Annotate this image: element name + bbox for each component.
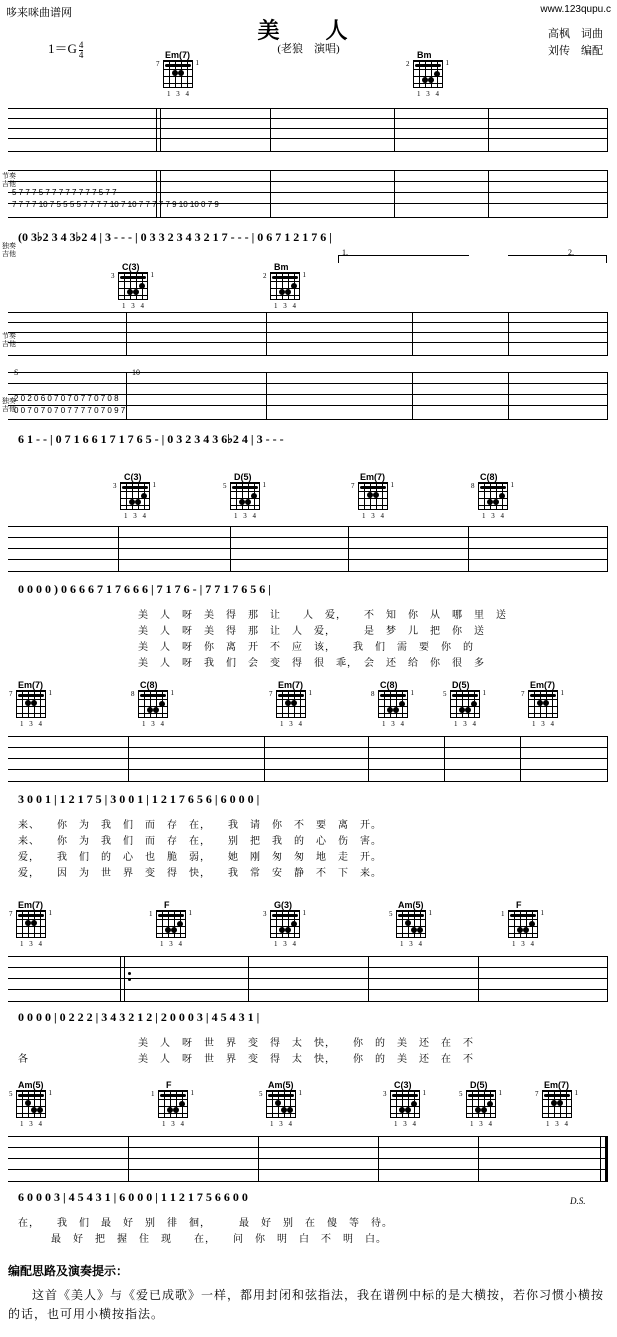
chord-name: D(5)	[234, 472, 252, 482]
chord-diagram-em7-c: Em(7) 7 1 1 3 4	[9, 680, 52, 728]
fret-number: 8	[371, 690, 375, 698]
fret-number: 7	[269, 690, 273, 698]
chord-diagram-am5-b: Am(5) 5 1 1 3 4	[9, 1080, 52, 1128]
key-signature	[48, 38, 83, 60]
lyric-line-4: 美 人 呀 我 们 会 变 得 很 乖， 会 还 给 你 很 多	[138, 658, 485, 669]
chord-name: Em(7)	[18, 680, 44, 690]
chord-name: Bm	[274, 262, 289, 272]
label-rhythm-guitar-2: 节奏吉他	[2, 332, 16, 348]
lyric-line-5: 来、 你 为 我 们 而 存 在， 我 请 你 不 要 离 开。	[18, 820, 382, 831]
chord-diagram-em7-f: Em(7) 7 1 1 3 4	[9, 900, 52, 948]
fret-number: 1	[501, 910, 505, 918]
lyric-line-9: 美 人 呀 世 界 变 得 太 快， 你 的 美 还 在 不	[138, 1038, 474, 1049]
lyric-line-12: 最 好 把 握 住 现 在， 问 你 明 白 不 明 白。	[18, 1234, 387, 1245]
fret-number: 5	[459, 1090, 463, 1098]
chord-diagram-bm-2: Bm 2 1 1 3 4	[263, 262, 306, 310]
fret-number: 7	[351, 482, 355, 490]
lyric-line-3: 美 人 呀 你 离 开 不 应 该， 我 们 需 要 你 的	[138, 642, 474, 653]
lyric-line-2: 美 人 呀 美 得 那 让 人 爱， 是 梦 儿 把 你 送	[138, 626, 485, 637]
chord-name: C(3)	[394, 1080, 412, 1090]
lyric-line-7: 爱， 我 们 的 心 也 脆 弱， 她 刚 匆 匆 地 走 开。	[18, 852, 382, 863]
rhythm-staff-2	[8, 312, 608, 356]
lyric-line-11: 在， 我 们 最 好 别 徘 徊， 最 好 别 在 傻 等 待。	[18, 1218, 393, 1229]
fret-mark-10: 10	[132, 368, 140, 377]
chord-diagram-em7-d: Em(7) 7 1 1 3 4	[269, 680, 312, 728]
chord-diagram-f: F 1 1 1 3 4	[149, 900, 192, 948]
chord-name: D(5)	[470, 1080, 488, 1090]
chord-diagram-bm: Bm 2 1 1 3 4	[406, 50, 449, 98]
chord-diagram-em7-g: Em(7) 7 1 1 3 4	[535, 1080, 578, 1128]
chord-diagram-c8: C(8) 8 1 1 3 4	[471, 472, 514, 520]
lyric-line-6: 来、 你 为 我 们 而 存 在， 别 把 我 的 心 伤 害。	[18, 836, 382, 847]
fret-number: 1	[151, 1090, 155, 1098]
lyric-line-1: 美 人 呀 美 得 那 让 人 爱， 不 知 你 从 哪 里 送	[138, 610, 507, 621]
system-2: C(3) 3 1 1 3 4 Bm 2 1 1 3 4 节奏吉他 独奏吉他 S 10 2 0 2 0 6 0 7 0 7 0 7 7 0 7 0 8 0 0 7 0 7 0 7 0 7 7 7 7 0 7 0 9 7 6 1 - - | 0 7 1 6 6 1 7 1 7 6 5 - | 0 3 2 3 4 3 6♭2 4 | 3 - - -	[8, 272, 608, 472]
fret-number: 8	[131, 690, 135, 698]
fret-number: 8	[471, 482, 475, 490]
lyric-line-8: 爱， 因 为 世 界 变 得 快， 我 常 安 静 不 下 来。	[18, 868, 382, 879]
label-solo-guitar-2: 独奏吉他	[2, 397, 16, 413]
chord-diagram-c3: C(3) 3 1 1 3 4	[111, 262, 154, 310]
melody-numbers-2: 6 1 - - | 0 7 1 6 6 1 7 1 7 6 5 - | 0 3 2 3 4 3 6♭2 4 | 3 - - -	[18, 432, 284, 446]
chord-name: Em(7)	[544, 1080, 570, 1090]
verse-marker: 各	[18, 1054, 28, 1065]
chord-diagram-f-c: F 1 1 1 3 4	[151, 1080, 194, 1128]
fret-number: 2	[406, 60, 410, 68]
fret-number: 5	[223, 482, 227, 490]
fret-number: 7	[9, 690, 13, 698]
chord-name: Am(5)	[268, 1080, 294, 1090]
chord-name: Em(7)	[360, 472, 386, 482]
chord-diagram-d5-c: D(5) 5 1 1 3 4	[459, 1080, 502, 1128]
ending-bracket-2	[508, 255, 607, 263]
ds-marking: D.S.	[570, 1196, 586, 1206]
system-4	[8, 680, 608, 890]
tab-numbers-row2: 7 7 7 7 10 7 5 5 5 5 7 7 7 7 10 7 10 7 7 7 7 7 9 10 10 0 7 9	[12, 200, 219, 209]
segno-mark: S	[14, 368, 19, 377]
chord-name: C(3)	[124, 472, 142, 482]
tab-numbers-row1: 5 7 7 7 5 7 7 7 7 7 7 7 7 5 7 7	[12, 188, 117, 197]
rhythm-staff-3	[8, 526, 608, 572]
chord-diagram-d5: D(5) 5 1 1 3 4	[223, 472, 266, 520]
chord-name: G(3)	[274, 900, 292, 910]
chord-name: Em(7)	[278, 680, 304, 690]
chord-diagram-c8-c: C(8) 8 1 1 3 4	[371, 680, 414, 728]
ending-label-1: 1.	[342, 248, 348, 257]
performer-subtitle: (老狼 演唱)	[277, 43, 340, 55]
chord-diagram-c3-c: C(3) 3 1 1 3 4	[383, 1080, 426, 1128]
label-solo-guitar: 独奏吉他	[2, 242, 16, 258]
chord-name: C(3)	[122, 262, 140, 272]
chord-diagram-g3: G(3) 3 1 1 3 4	[263, 900, 306, 948]
chord-name: F	[166, 1080, 172, 1090]
fret-number: 5	[9, 1090, 13, 1098]
chord-diagram-am5-c: Am(5) 5 1 1 3 4	[259, 1080, 302, 1128]
melody-numbers-4: 3 0 0 1 | 1 2 1 7 5 | 3 0 0 1 | 1 2 1 7 6 5 6 | 6 0 0 0 |	[18, 792, 260, 806]
melody-numbers-5: 0 0 0 0 | 0 2 2 2 | 3 4 3 2 1 2 | 2 0 0 0 3 | 4 5 4 3 1 |	[18, 1010, 260, 1024]
lyric-line-10: 美 人 呀 世 界 变 得 太 快， 你 的 美 还 在 不	[138, 1054, 474, 1065]
footer-body: 这首《美人》与《爱已成歌》一样，都用封闭和弦指法，我在谱例中标的是大横按，若你习惯小横按的话，也可用小横按指法。	[8, 1288, 605, 1321]
fret-number: 7	[535, 1090, 539, 1098]
chord-name: D(5)	[452, 680, 470, 690]
chord-name: Bm	[417, 50, 432, 60]
rhythm-staff-5	[8, 956, 608, 1002]
site-url: www.123qupu.c	[540, 4, 611, 15]
chord-diagram-c3-b: C(3) 3 1 1 3 4	[113, 472, 156, 520]
fret-number: 7	[9, 910, 13, 918]
melody-numbers-3: 0 0 0 0 ) 0 6 6 6 7 1 7 6 6 6 | 7 1 7 6 - | 7 7 1 7 6 5 6 |	[18, 582, 271, 596]
rhythm-staff-4	[8, 736, 608, 782]
credit-lyrics: 高枫 词曲	[548, 28, 603, 40]
melody-numbers-1: (0 3♭2 3 4 3♭2 4 | 3 - - - | 0 3 3 2 3 4 3 2 1 7 - - - | 0 6 7 1 2 1 7 6 |	[18, 230, 332, 244]
system-3	[8, 472, 608, 682]
site-tag: 哆来咪曲谱网	[6, 7, 72, 19]
system-6	[8, 1080, 608, 1270]
ending-bracket-1	[338, 255, 469, 263]
chord-name: Em(7)	[18, 900, 44, 910]
chord-diagram-am5: Am(5) 5 1 1 3 4	[389, 900, 432, 948]
chord-name: C(8)	[480, 472, 498, 482]
fret-number: 3	[113, 482, 117, 490]
fret-number: 3	[383, 1090, 387, 1098]
fret-number: 3	[111, 272, 115, 280]
chord-diagram-em7: Em(7) 7 1 1 3 4	[156, 50, 199, 98]
chord-name: C(8)	[380, 680, 398, 690]
rhythm-staff-6	[8, 1136, 608, 1182]
chord-name: Em(7)	[165, 50, 191, 60]
chord-diagram-em7-e: Em(7) 7 1 1 3 4	[521, 680, 564, 728]
footer-title: 编配思路及演奏提示：	[8, 1264, 129, 1278]
credit-arranger: 刘传 编配	[548, 45, 603, 57]
chord-name: Am(5)	[398, 900, 424, 910]
fret-number: 5	[389, 910, 393, 918]
key-text: 1＝G	[48, 41, 77, 56]
page-title: 美 人	[257, 18, 360, 43]
chord-name: F	[164, 900, 170, 910]
system-5	[8, 900, 608, 1090]
rhythm-staff	[8, 108, 608, 152]
fret-number: 5	[443, 690, 447, 698]
chord-diagram-c8-b: C(8) 8 1 1 3 4	[131, 680, 174, 728]
chord-diagram-f-b: F 1 1 1 3 4	[501, 900, 544, 948]
chord-diagram-d5-b: D(5) 5 1 1 3 4	[443, 680, 486, 728]
chord-name: F	[516, 900, 522, 910]
chord-name: C(8)	[140, 680, 158, 690]
fret-number: 3	[263, 910, 267, 918]
chord-diagram-em7-b: Em(7) 7 1 1 3 4	[351, 472, 394, 520]
time-denominator: 4	[78, 49, 84, 60]
label-rhythm-guitar: 节奏吉他	[2, 172, 16, 188]
chord-name: Em(7)	[530, 680, 556, 690]
fret-number: 7	[156, 60, 160, 68]
fret-number: 2	[263, 272, 267, 280]
fret-number: 1	[149, 910, 153, 918]
time-numerator: 4	[78, 39, 84, 50]
fret-number: 7	[521, 690, 525, 698]
chord-name: Am(5)	[18, 1080, 44, 1090]
fret-number: 5	[259, 1090, 263, 1098]
melody-numbers-6: 6 0 0 0 3 | 4 5 4 3 1 | 6 0 0 0 | 1 1 2 1 7 5 6 6 0 0	[18, 1190, 248, 1204]
ending-label-2: 2.	[568, 248, 574, 257]
